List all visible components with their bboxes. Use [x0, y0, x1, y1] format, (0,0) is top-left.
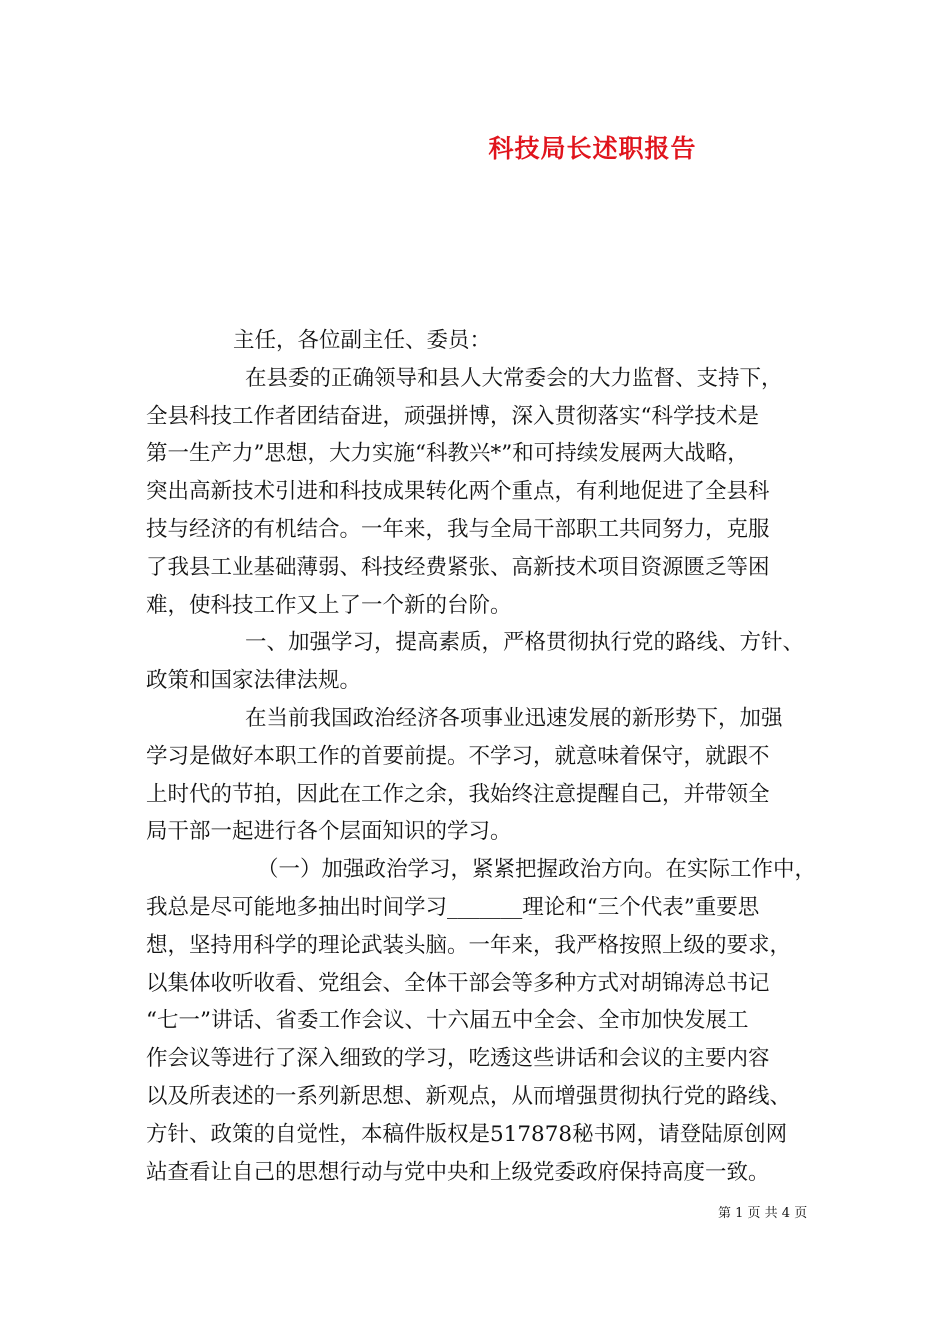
paragraph-line: 以及所表述的一系列新思想、新观点，从而增强贯彻执行党的路线、 — [146, 1083, 792, 1109]
paragraph-line: 方针、政策的自觉性，本稿件版权是517878秘书网，请登陆原创网 — [146, 1121, 788, 1147]
paragraph-line: 突出高新技术引进和科技成果转化两个重点，有利地促进了全县科 — [146, 479, 770, 505]
paragraph-line: 局干部一起进行各个层面知识的学习。 — [146, 819, 512, 845]
paragraph-line: 站查看让自己的思想行动与党中央和上级党委政府保持高度一致。 — [146, 1159, 770, 1185]
paragraph-line: 作会议等进行了深入细致的学习，吃透这些讲话和会议的主要内容 — [146, 1046, 770, 1072]
paragraph-line: 我总是尽可能地多抽出时间学习_______理论和“三个代表”重要思 — [146, 894, 760, 920]
paragraph-line: 上时代的节拍，因此在工作之余，我始终注意提醒自己，并带领全 — [146, 781, 770, 807]
paragraph-line: 难，使科技工作又上了一个新的台阶。 — [146, 592, 512, 618]
paragraph-line: 学习是做好本职工作的首要前提。不学习，就意味着保守，就跟不 — [146, 743, 770, 769]
paragraph-line: “七一”讲话、省委工作会议、十六届五中全会、全市加快发展工 — [146, 1008, 749, 1034]
paragraph-line: 在当前我国政治经济各项事业迅速发展的新形势下，加强 — [245, 705, 783, 731]
paragraph-line: 以集体收听收看、党组会、全体干部会等多种方式对胡锦涛总书记 — [146, 970, 770, 996]
page-title: 科技局长述职报告 — [488, 134, 697, 163]
section-heading-line: 政策和国家法律法规。 — [146, 668, 362, 694]
paragraph-line: 第一生产力”思想，大力实施“科教兴*”和可持续发展两大战略， — [146, 441, 749, 467]
salutation: 主任，各位副主任、委员： — [233, 328, 492, 353]
paragraph-line: 想，坚持用科学的理论武装头脑。一年来，我严格按照上级的要求， — [146, 932, 792, 958]
paragraph-line: 全县科技工作者团结奋进，顽强拼博，深入贯彻落实“科学技术是 — [146, 403, 759, 429]
paragraph-line: 了我县工业基础薄弱、科技经费紧张、高新技术项目资源匮乏等困 — [146, 554, 770, 580]
body-text — [146, 322, 826, 1191]
paragraph-line: （一）加强政治学习，紧紧把握政治方向。在实际工作中， — [257, 857, 817, 883]
section-heading-line: 一、加强学习，提高素质，严格贯彻执行党的路线、方针、 — [245, 630, 805, 656]
paragraph-line: 在县委的正确领导和县人大常委会的大力监督、支持下， — [245, 365, 783, 391]
page-number-footer: 第 1 页 共 4 页 — [718, 1206, 808, 1221]
paragraph-line: 技与经济的有机结合。一年来，我与全局干部职工共同努力，克服 — [146, 516, 770, 542]
